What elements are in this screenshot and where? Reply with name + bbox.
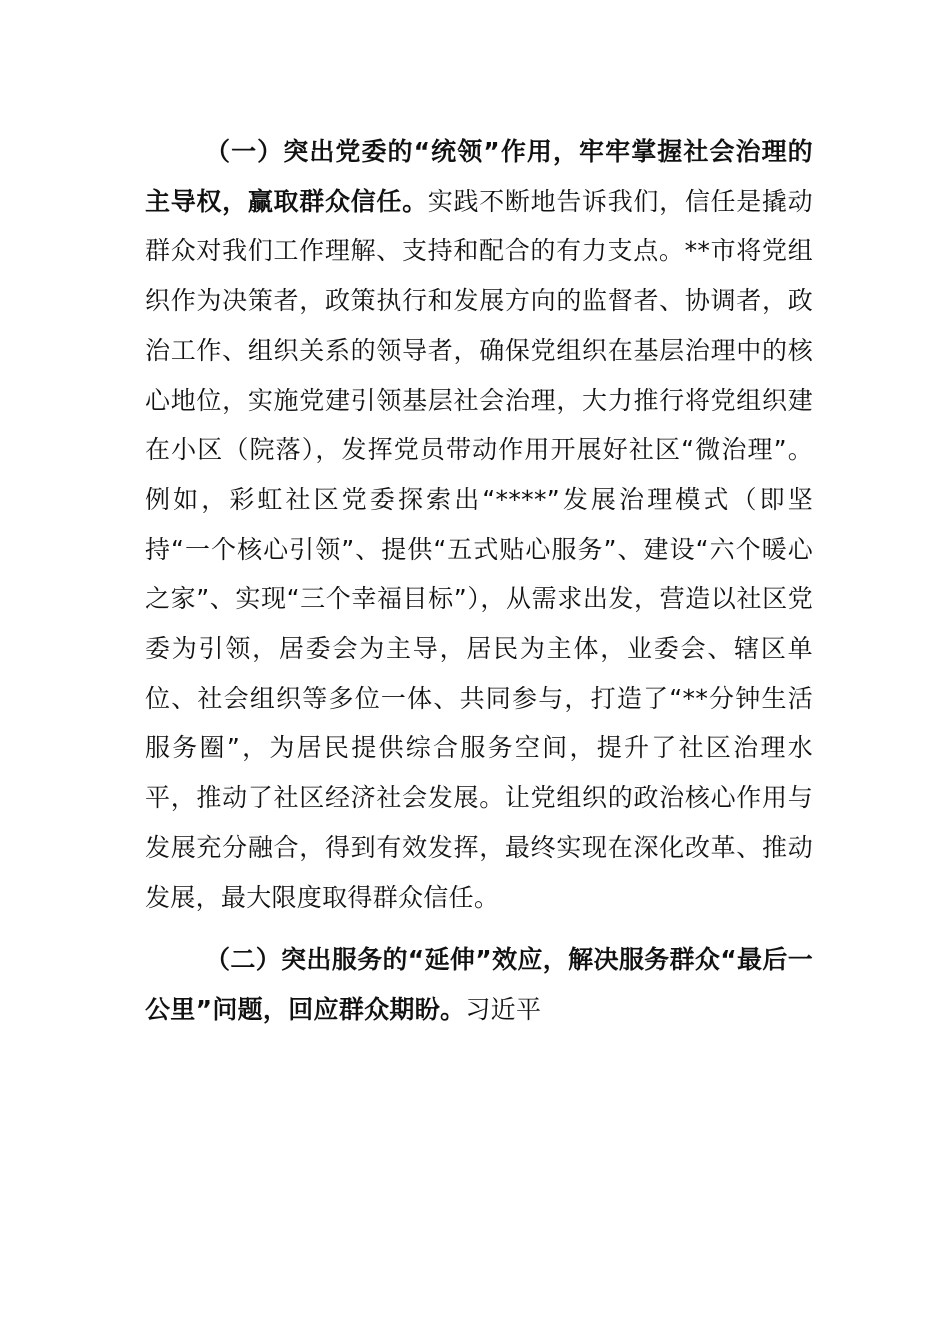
paragraph-2-text [145,935,813,1034]
paragraph-1 [145,127,813,922]
paragraph-1-body: 实践不断地告诉我们，信任是撬动群众对我们工作理解、支持和配合的有力支点。**市将党组织作为决策者，政策执行和发展方向的监督者、协调者，政治工作、组织关系的领导者，确保党组织在基层治理中的核心地位，实施党建引领基层社会治理，大力推行将党组织建在小区（院落），发挥党员带动作用开展好社区“微治理”。例如，彩虹社区党委探索出“****”发展治理模式（即坚持“一个核心引领”、提供“五式贴心服务”、建设“六个暖心之家”、实现“三个幸福目标”），从需求出发，营造以社区党委为引领，居委会为主导，居民为主体，业委会、辖区单位、社会组织等多位一体、共同参与，打造了“**分钟生活服务圈”，为居民提供综合服务空间，提升了社区治理水平，推动了社区经济社会发展。让党组织的政治核心作用与发展充分融合，得到有效发挥，最终实现在深化改革、推动发展，最大限度取得群众信任。 [145,186,813,912]
paragraph-1-heading: （一）突出党委的“统领”作用，牢牢掌握社会治理的主导权，赢取群众信任。 [145,137,813,216]
paragraph-2-heading: （二）突出服务的“延伸”效应，解决服务群众“最后一公里”问题，回应群众期盼。 [145,945,813,1024]
paragraph-1-text [145,127,813,922]
paragraph-2-body: 习近平 [465,994,542,1024]
paragraph-2 [145,935,813,1034]
